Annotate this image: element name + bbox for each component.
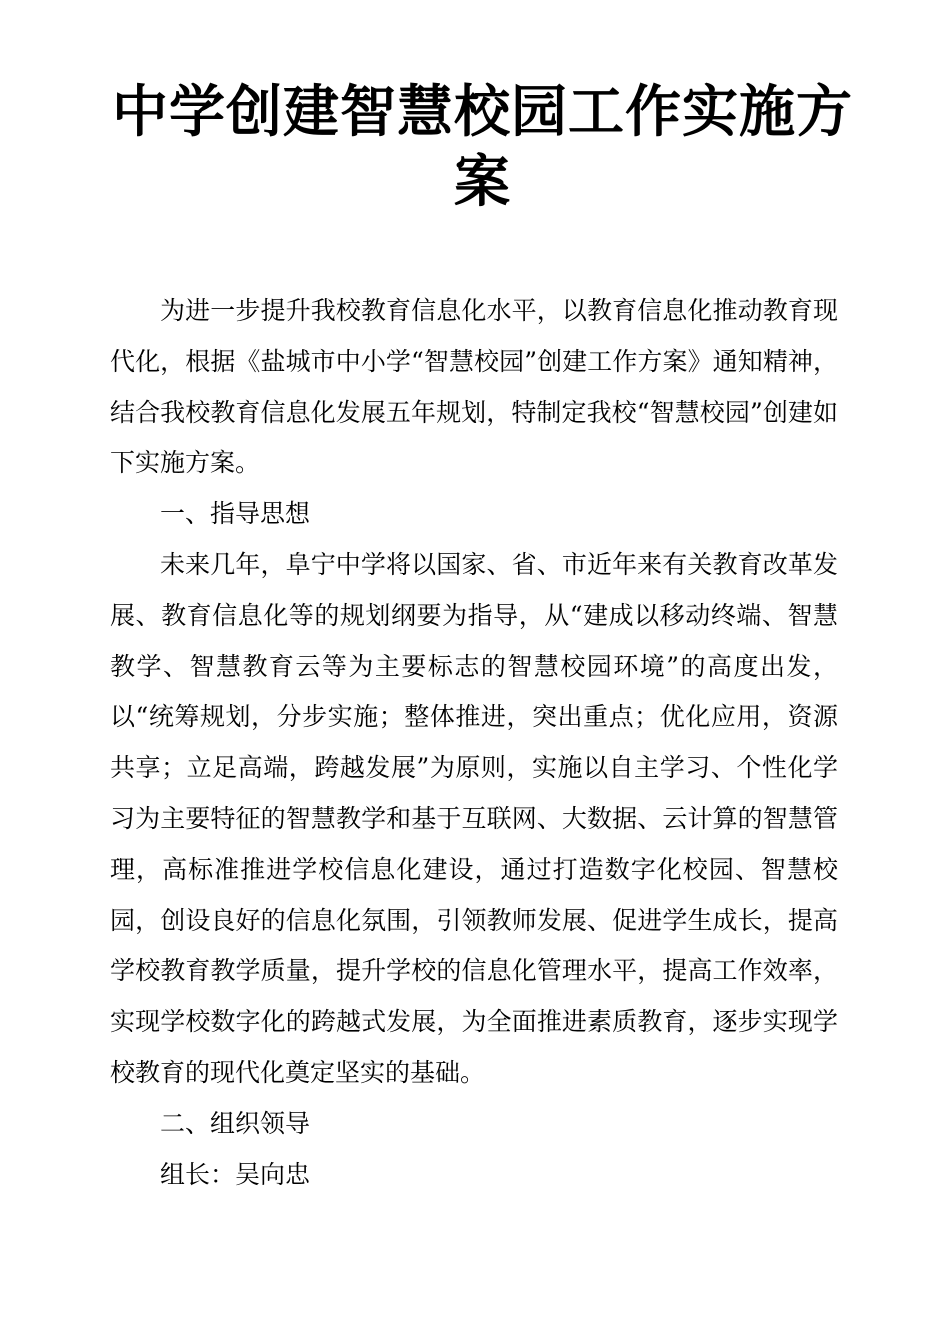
guiding-ideology-paragraph: 未来几年，阜宁中学将以国家、省、市近年来有关教育改革发展、教育信息化等的规划纲要为指导，从“建成以移动终端、智慧教学、智慧教育云等为主要标志的智慧校园环境”的高度出发，以“统筹规划，分步实施；整体推进，突出重点；优化应用，资源共享；立足高端，跨越发展”为原则，实施以自主学习、个性化学习为主要特征的智慧教学和基于互联网、大数据、云计算的智慧管理，高标准推进学校信息化建设，通过打造数字化校园、智慧校园，创设良好的信息化氛围，引领教师发展、促进学生成长，提高学校教育教学质量，提升学校的信息化管理水平，提高工作效率，实现学校数字化的跨越式发展，为全面推进素质教育，逐步实现学校教育的现代化奠定坚实的基础。 <box>110 549 838 1087</box>
section-heading-guiding-ideology: 一、指导思想 <box>160 499 311 529</box>
group-leader-line: 组长：吴向忠 <box>160 1159 311 1189</box>
document-title: 中学创建智慧校园工作实施方案 <box>112 80 853 215</box>
intro-paragraph: 为进一步提升我校教育信息化水平，以教育信息化推动教育现代化，根据《盐城市中小学“智慧校园”创建工作方案》通知精神，结合我校教育信息化发展五年规划，特制定我校“智慧校园”创建如下实施方案。 <box>110 296 838 478</box>
section-heading-organization-leadership: 二、组织领导 <box>160 1108 311 1138</box>
document-body <box>110 286 838 1200</box>
